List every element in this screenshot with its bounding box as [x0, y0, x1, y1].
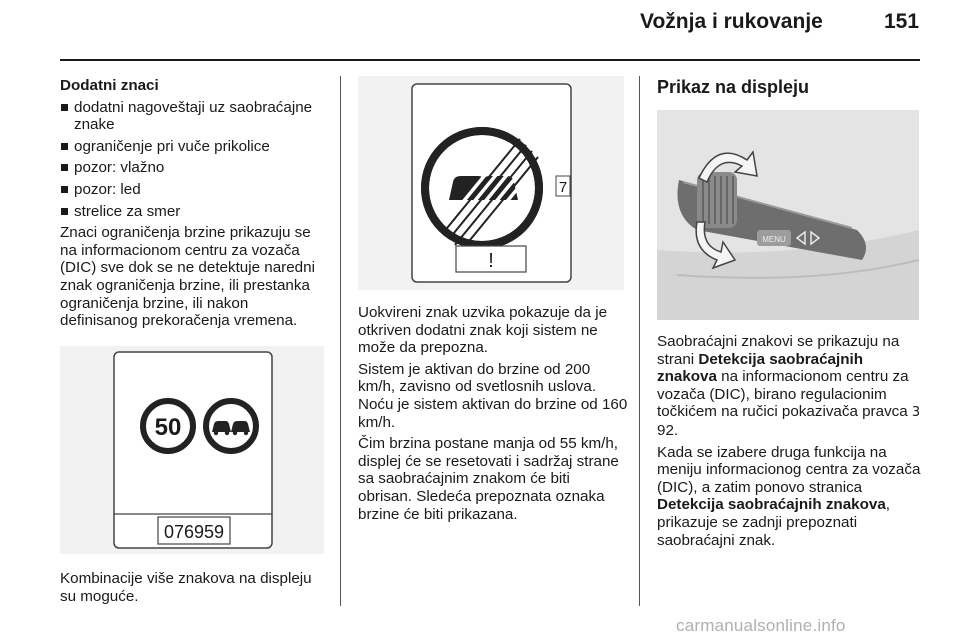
- small-frame-number: 7: [558, 179, 568, 196]
- text-run: Kada se izabere druga funkcija na meniju informacionog centra za vozača (DIC), a zatim ponovo stranica: [657, 443, 921, 496]
- column-divider-2: [639, 76, 640, 606]
- figure-sign-combination: [60, 346, 324, 554]
- list-item: dodatni nagoveštaji uz saobraćajne znake: [60, 99, 326, 134]
- caption-text: Kombinacije više znakova na displeju su moguće.: [60, 570, 312, 605]
- end-restriction-illustration: [358, 76, 624, 290]
- page-number: 151: [884, 10, 920, 33]
- list-item: pozor: led: [60, 181, 326, 199]
- bullet-list: [60, 99, 326, 221]
- page-reference-number: 92.: [657, 421, 679, 439]
- paragraph-display-page: [657, 333, 922, 440]
- list-item: pozor: vlažno: [60, 159, 326, 177]
- column-divider-1: [340, 76, 341, 606]
- page-reference-icon: 3: [911, 405, 921, 421]
- section-heading: Prikaz na displeju: [657, 77, 810, 97]
- watermark: carmanualsonline.info: [676, 616, 846, 635]
- paragraph-other-function: [657, 444, 922, 550]
- column-3-heading: [657, 79, 919, 101]
- column-1: [60, 77, 326, 334]
- bold-term: Detekcija saobraćajnih znakova: [657, 496, 886, 514]
- text-run: , prikazuje se zadnji prepoznati saobraćajni znak.: [657, 496, 890, 549]
- page-header-title: Vožnja i rukovanje: [640, 10, 823, 33]
- figure-code: 076959: [163, 522, 225, 542]
- framed-exclamation-mark: !: [488, 250, 494, 272]
- column-2: [358, 304, 628, 527]
- column-3: [657, 333, 922, 553]
- figure-end-of-overtaking: [358, 76, 624, 290]
- stalk-illustration: [657, 110, 919, 320]
- list-item: strelice za smer: [60, 203, 326, 221]
- subheading-additional-signs: Dodatni znaci: [60, 77, 159, 94]
- header-rule: [60, 59, 920, 61]
- paragraph: Sistem je aktivan do brzine od 200 km/h, zavisno od svetlosnih uslova. Noću je sistem aktivan do brzine od 160 km/h.: [358, 360, 628, 431]
- sign-display-illustration: [60, 346, 324, 554]
- text-run: Saobraćajni znakovi se prikazuju na strani: [657, 333, 900, 368]
- list-item: ograničenje pri vuče prikolice: [60, 138, 326, 156]
- paragraph: Uokvireni znak uzvika pokazuje da je otkriven dodatni znak koji sistem ne može da prepozna.: [358, 304, 608, 357]
- text-run: na informacionom centru za vozača (DIC), birano regulacionim točkićem na ručici pokazivača pravca: [657, 368, 912, 421]
- paragraph: Čim brzina postane manja od 55 km/h, displej će se resetovati i sadržaj strane sa saobraćajnim znakom će biti obrisan. Sledeća prepoznata oznaka brzine će biti prikazana.: [358, 435, 619, 523]
- speed-limit-value: 50: [154, 414, 182, 441]
- figure-turn-signal-stalk: [657, 110, 919, 320]
- no-overtaking-sign-icon: [206, 401, 256, 451]
- stalk-menu-label: MENU: [762, 235, 786, 244]
- paragraph: Znaci ograničenja brzine prikazuju se na informacionom centru za vozača (DIC) sve dok se ne detektuje naredni znak ograničenja brzine, ili prestanka ograničenja brzine, ili nakon definisanog prekoračenja vremena.: [60, 224, 315, 330]
- figure-caption: [60, 570, 326, 609]
- bold-term: Detekcija saobraćajnih znakova: [657, 350, 863, 386]
